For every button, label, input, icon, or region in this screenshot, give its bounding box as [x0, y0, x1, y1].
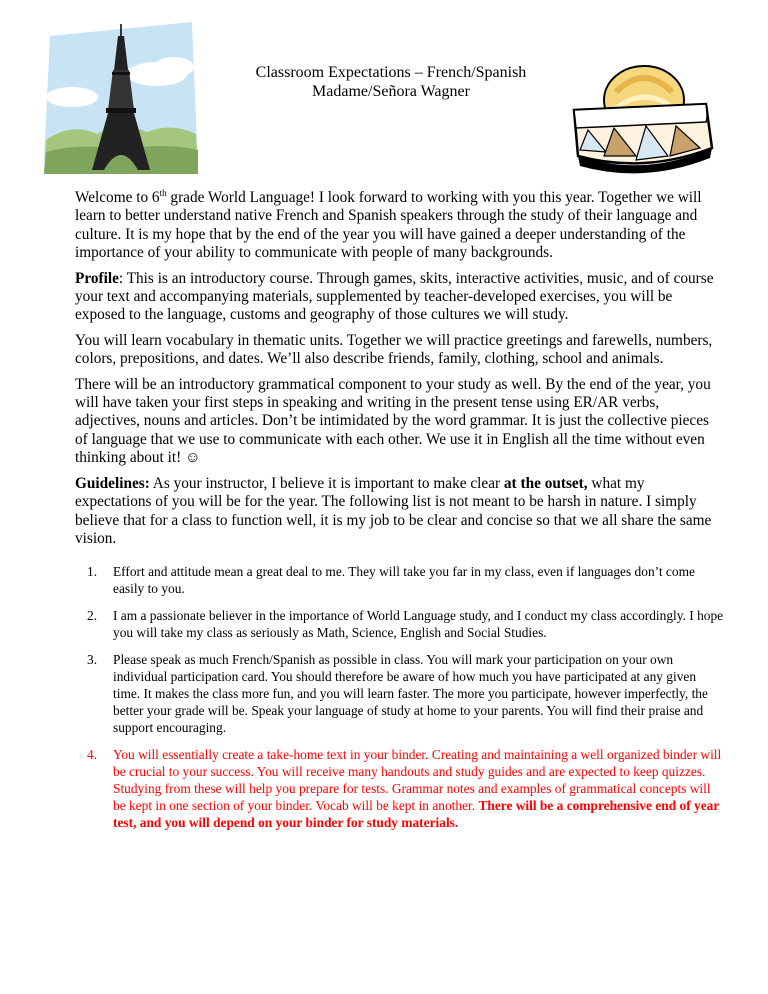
list-item [75, 651, 725, 736]
list-number: 2. [87, 608, 98, 623]
guidelines-paragraph [75, 475, 715, 549]
title-line-1: Classroom Expectations – French/Spanish [255, 64, 527, 81]
vocab-paragraph: You will learn vocabulary in thematic units. Together we will practice greetings and farewells, numbers, colors, prepositions, and dates. We’ll also describe friends, family, clothing, school and animals. [75, 331, 713, 368]
list-number: 3. [87, 652, 98, 667]
list-item-text: Please speak as much French/Spanish as possible in class. You will mark your participation on your own individual participation card. You should therefore be aware of how much you have participated at any given time. It makes the class more fun, and you will learn faster. The more you participate, however imperfectly, the better your grade will be. Speak your language of study at home to your parents. You will find their praise and support encouraging. [113, 652, 708, 735]
list-item [75, 563, 725, 597]
intro-part1: Welcome to 6 [75, 189, 160, 206]
list-item-text: I am a passionate believer in the importance of World Language study, and I conduct my class accordingly. I hope you will take my class as seriously as Math, Science, English and Social Studies. [113, 608, 724, 640]
expectations-list [75, 563, 725, 841]
list-item-bold-text: There will be a comprehensive end of year test, and you will depend on your binder for study materials. [113, 798, 720, 830]
list-item [75, 607, 725, 641]
intro-superscript: th [159, 187, 167, 198]
intro-part2: grade World Language! I look forward to working with you this year. Together we will learn to better understand native French and Spanish speakers through the study of their language and culture. It is my hope that by the end of the year you will have gained a deeper understanding of the importance of your ability to communicate with people of many backgrounds. [75, 189, 702, 262]
list-item-text: Effort and attitude mean a great deal to me. They will take you far in my class, even if languages don’t come easily to you. [113, 564, 695, 596]
profile-text: : This is an introductory course. Through games, skits, interactive activities, music, and of course your text and accompanying materials, supplemented by teacher-developed exercises, you will be exposed to the language, customs and geography of those cultures we will study. [75, 269, 714, 324]
list-number: 4. [87, 747, 98, 762]
eiffel-tower-clipart [42, 22, 202, 182]
profile-paragraph [75, 270, 715, 325]
grammar-paragraph: There will be an introductory grammatical component to your study as well. By the end of the year, you will have taken your first steps in speaking and writing in the present tense using ER/AR verbs, adjectives, nouns and articles. Don’t be intimidated by the word grammar. It is just the collective pieces of language that we use to communicate with each other. We use it in English all the time without even thinking about it! ☺ [75, 375, 711, 467]
title-line-2: Madame/Señora Wagner [312, 83, 470, 100]
guidelines-text-2: what my expectations of you will be for the year. The following list is not meant to be harsh in nature. I simply believe that for a class to function well, it is my job to be clear and concise so that we all share the same vision. [75, 474, 712, 547]
list-item-highlighted [75, 746, 725, 831]
guidelines-emphasis: at the outset, [503, 474, 588, 492]
profile-label: Profile [75, 269, 119, 287]
list-item-text: You will essentially create a take-home text in your binder. Creating and maintaining a well organized binder will be crucial to your success. You will receive many handouts and study guides and are expected to keep quizzes. Studying from these will help you prepare for tests. Grammar notes and examples of grammatical concepts will be kept in one section of your binder. Vocab will be kept in another. [113, 747, 722, 813]
guidelines-label: Guidelines: [75, 474, 150, 492]
body-text [75, 189, 715, 555]
intro-paragraph [75, 189, 715, 263]
list-number: 1. [87, 564, 98, 579]
basket-clipart [566, 52, 716, 182]
guidelines-text-1: As your instructor, I believe it is important to make clear [149, 474, 504, 492]
page-title [226, 63, 556, 101]
